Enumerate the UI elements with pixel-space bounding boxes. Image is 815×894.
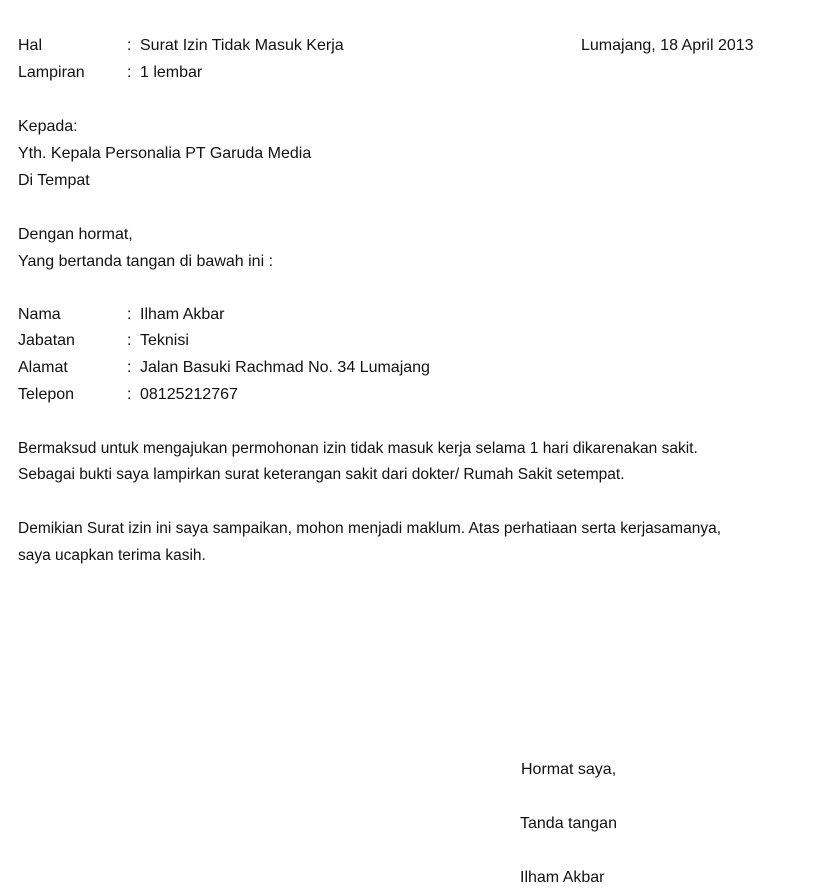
hal-value: Surat Izin Tidak Masuk Kerja: [140, 37, 344, 54]
identity-label: Telepon: [18, 386, 75, 403]
hal-colon: :: [127, 37, 132, 54]
recipient-name: Yth. Kepala Personalia PT Garuda Media: [18, 145, 312, 162]
recipient-intro: Kepada:: [18, 118, 78, 135]
lampiran-label: Lampiran: [18, 64, 85, 81]
identity-label: Nama: [18, 306, 61, 323]
closing-regards: Hormat saya,: [521, 761, 617, 778]
body-paragraph-2-line-2: saya ucapkan terima kasih.: [18, 547, 206, 564]
identity-value: 08125212767: [140, 386, 238, 403]
identity-value: Teknisi: [140, 332, 189, 349]
identity-label: Jabatan: [18, 332, 75, 349]
body-paragraph-1-line-1: Bermaksud untuk mengajukan permohonan izin tidak masuk kerja selama 1 hari dikarenakan sakit.: [18, 440, 698, 457]
lampiran-colon: :: [127, 64, 132, 81]
identity-colon: :: [127, 332, 132, 349]
recipient-place: Di Tempat: [18, 172, 90, 189]
lampiran-value: 1 lembar: [140, 64, 203, 81]
identity-colon: :: [127, 306, 132, 323]
body-paragraph-2-line-1: Demikian Surat izin ini saya sampaikan, mohon menjadi maklum. Atas perhatiaan serta kerjasamanya,: [18, 520, 722, 537]
greeting: Dengan hormat,: [18, 226, 133, 243]
signature-placeholder: Tanda tangan: [520, 815, 617, 832]
body-paragraph-1-line-2: Sebagai bukti saya lampirkan surat keterangan sakit dari dokter/ Rumah Sakit setempat.: [18, 466, 625, 483]
identity-colon: :: [127, 359, 132, 376]
signer-name: Ilham Akbar: [520, 869, 605, 886]
letter-date: Lumajang, 18 April 2013: [581, 37, 754, 54]
hal-label: Hal: [18, 37, 43, 54]
opening-intro: Yang bertanda tangan di bawah ini :: [18, 253, 274, 270]
identity-value: Ilham Akbar: [140, 306, 225, 323]
identity-label: Alamat: [18, 359, 68, 376]
identity-colon: :: [127, 386, 132, 403]
identity-value: Jalan Basuki Rachmad No. 34 Lumajang: [140, 359, 430, 376]
